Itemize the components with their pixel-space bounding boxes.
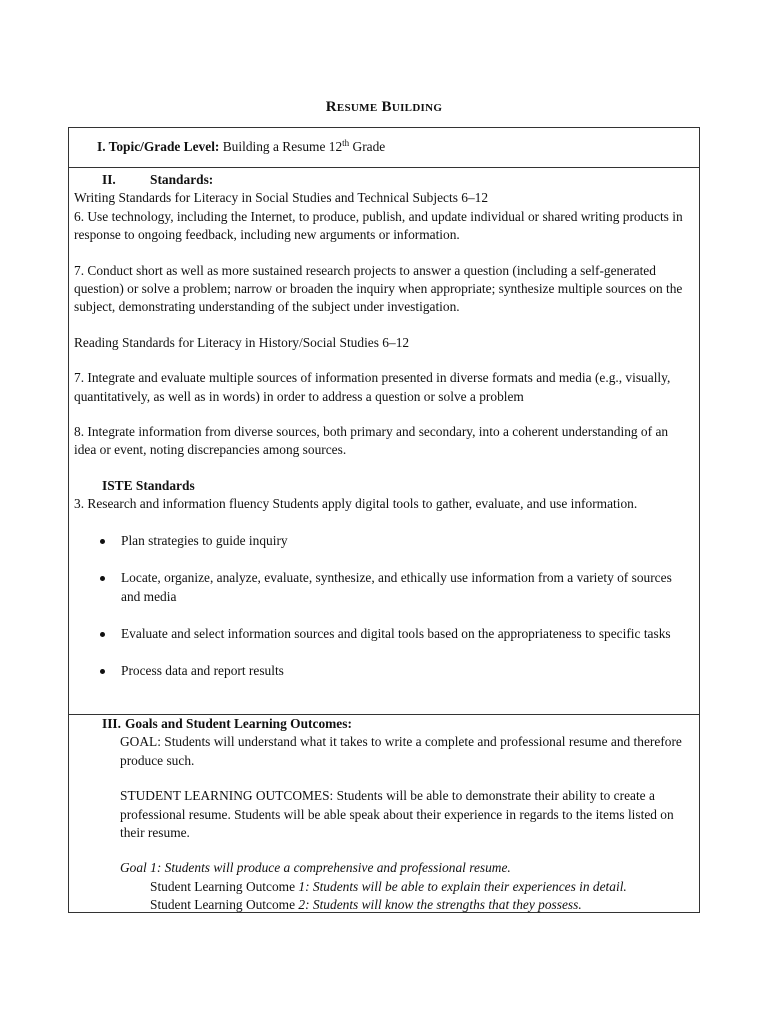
- writing-standard-6: 6. Use technology, including the Internet, to produce, publish, and update individual or shared writing products in response to ongoing feedback, including new arguments or information.: [74, 208, 683, 243]
- topic-row: [69, 128, 699, 167]
- student-learning-outcomes: STUDENT LEARNING OUTCOMES: Students will be able to demonstrate their ability to create a professional resume. Students will be able speak about their experience in regards to the items listed on their resume.: [120, 788, 674, 841]
- outcome-1-text: Students will be able to explain their experiences in detail.: [309, 878, 627, 894]
- topic-value-suffix: Grade: [349, 139, 386, 154]
- iste-heading: ISTE Standards: [102, 477, 195, 493]
- document-title: Resume Building: [325, 99, 443, 115]
- outcome-2-text: Students will know the strengths that they possess.: [309, 897, 582, 913]
- lesson-plan-table: [68, 127, 700, 913]
- topic-value: Building a Resume 12: [222, 139, 343, 154]
- iste-bullet-list: [74, 532, 691, 681]
- learning-outcome-2: [74, 896, 691, 914]
- list-item-text: Process data and report results: [121, 663, 284, 679]
- bullet-icon: [100, 669, 105, 674]
- outcome-2-prefix: Student Learning Outcome: [150, 897, 299, 913]
- list-item: [74, 569, 691, 606]
- bullet-icon: [100, 632, 105, 637]
- standards-heading: [74, 171, 691, 189]
- writing-standard-7: 7. Conduct short as well as more sustained research projects to answer a question (including a self-generated question) or solve a problem; narrow or broaden the inquiry when appropriate; synthesize multiple sources on the subject, demonstrating understanding of the subject under investigation.: [74, 262, 683, 315]
- reading-standard-7: 7. Integrate and evaluate multiple sources of information presented in diverse formats and media (e.g., visually, quantitatively, as well as in words) in order to address a question or solve a problem: [74, 370, 671, 404]
- list-item-text: Plan strategies to guide inquiry: [121, 532, 288, 548]
- goals-heading-text: Goals and Student Learning Outcomes:: [124, 716, 352, 731]
- topic-value-superscript: th: [342, 138, 350, 148]
- learning-outcome-1: [74, 878, 691, 896]
- goals-heading: [74, 715, 691, 733]
- bullet-icon: [100, 576, 105, 581]
- goals-row: [69, 714, 699, 912]
- outcome-1-prefix: Student Learning Outcome: [150, 878, 299, 894]
- goal-statement: GOAL: Students will understand what it takes to write a complete and professional resume and therefore produce such.: [120, 734, 682, 768]
- list-item-text: Evaluate and select information sources and digital tools based on the appropriateness to specific tasks: [121, 625, 671, 641]
- topic-label: I. Topic/Grade Level:: [97, 139, 220, 154]
- iste-standard-3: 3. Research and information fluency Students apply digital tools to gather, evaluate, and use information.: [74, 496, 638, 512]
- bullet-icon: [100, 539, 105, 544]
- standards-number: II.: [102, 172, 116, 187]
- goal-1: Goal 1: Students will produce a comprehensive and professional resume.: [120, 860, 511, 876]
- reading-standards-title: Reading Standards for Literacy in History/Social Studies 6–12: [74, 334, 410, 350]
- standards-heading-text: Standards:: [150, 172, 214, 187]
- outcome-2-number: 2:: [298, 897, 310, 913]
- list-item: [74, 625, 691, 643]
- list-item: [74, 662, 691, 680]
- list-item-text: Locate, organize, analyze, evaluate, synthesize, and ethically use information from a variety of sources and media: [121, 570, 672, 604]
- standards-row: [69, 167, 699, 714]
- topic-line: [74, 138, 691, 156]
- writing-standards-title: Writing Standards for Literacy in Social Studies and Technical Subjects 6–12: [74, 190, 489, 206]
- list-item: [74, 532, 691, 550]
- goals-number: III.: [102, 716, 121, 731]
- reading-standard-8: 8. Integrate information from diverse sources, both primary and secondary, into a coherent understanding of an idea or event, noting discrepancies among sources.: [74, 424, 669, 458]
- outcome-1-number: 1:: [298, 878, 310, 894]
